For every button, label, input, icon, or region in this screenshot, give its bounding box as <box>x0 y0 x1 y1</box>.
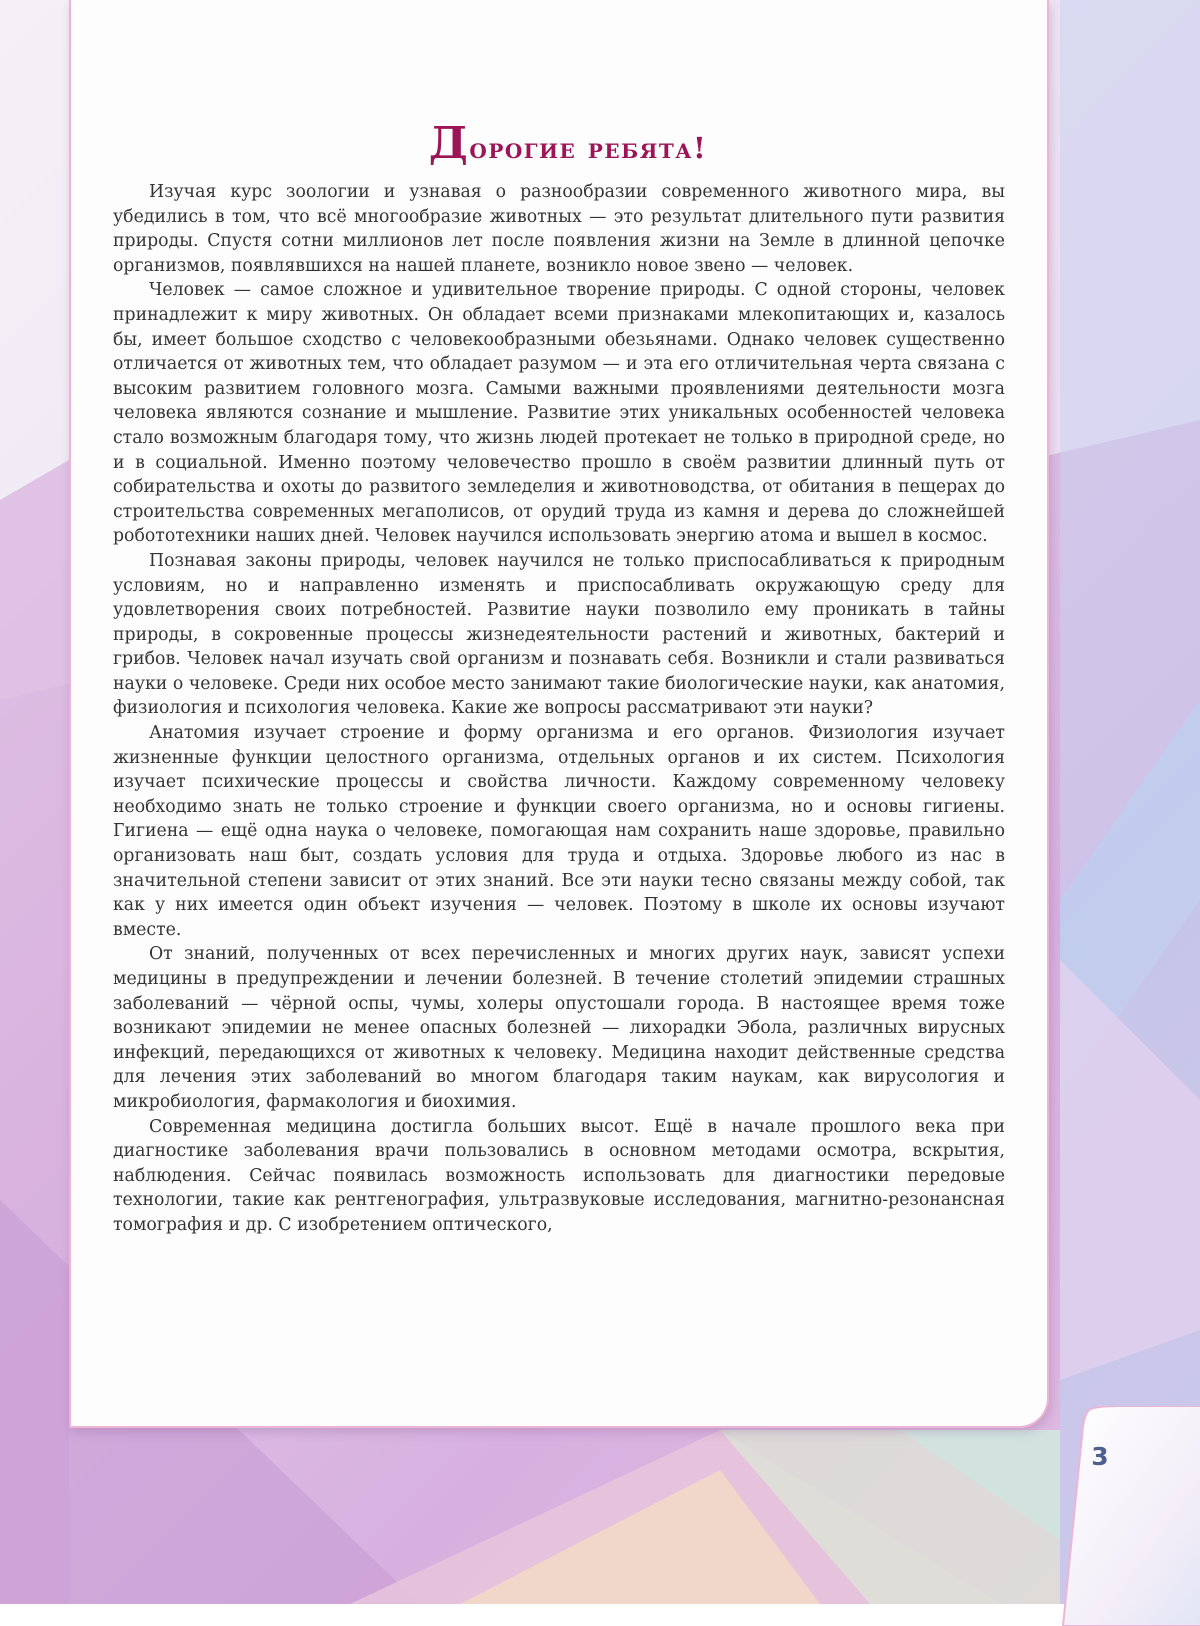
page-title: Дорогие ребята! <box>428 118 708 169</box>
paragraph: Современная медицина достигла больших высот. Ещё в начале прошлого века при диагностике заболевания врачи пользовались в основном методами осмотра, вскрытия, наблюдения. Сейчас появилась возможность использовать для диагностики передовые технологии, такие как рентгенография, ультразвуковые исследования, магнитно-резонансная томография и др. С изобретением оптического, <box>113 1116 1005 1235</box>
body-text <box>113 180 1005 1238</box>
page-number-tab <box>1059 1406 1200 1626</box>
paragraph: Человек — самое сложное и удивительное творение природы. С одной стороны, человек принадлежит к миру животных. Он обладает всеми признаками млекопитающих и, казалось бы, имеет большое сходство с человекообразными обезьянами. Однако человек существенно отличается от животных тем, что обладает разумом — и эта его отличительная черта связана с высоким развитием головного мозга. Самыми важными проявлениями деятельности мозга человека являются сознание и мышление. Развитие этих уникальных особенностей человека стало возможным благодаря тому, что жизнь людей протекает не только в природной среде, но и в социальной. Именно поэтому человечество прошло в своём развитии длинный путь от собирательства и охоты до развитого земледелия и животноводства, от обитания в пещерах до строительства современных мегаполисов, от орудий труда из камня и дерева до сложнейшей робототехники наших дней. Человек научился использовать энергию атома и вышел в космос. <box>113 280 1005 547</box>
paragraph: Познавая законы природы, человек научился не только приспосабливаться к природным условиям, но и направленно изменять и приспосабливать окружающую среду для удовлетворения своих потребностей. Развитие науки позволило ему проникать в тайны природы, в сокровенные процессы жизнедеятельности растений и животных, бактерий и грибов. Человек начал изучать свой организм и познавать себя. Возникли и стали развиваться науки о человеке. Среди них особое место занимают такие биологические науки, как анатомия, физиология и психология человека. Какие же вопросы рассматривают эти науки? <box>113 550 1005 719</box>
paragraph: Анатомия изучает строение и форму организма и его органов. Физиология изучает жизненные функции целостного организма, отдельных органов и их систем. Психология изучает психические процессы и свойства личности. Каждому современному человеку необходимо знать не только строение и функции своего организма, но и основы гигиены. Гигиена — ещё одна наука о человеке, помогающая нам сохранить наше здоровье, правильно организовать наш быт, создать условия для труда и отдыха. Здоровье любого из нас в значительной степени зависит от этих знаний. Все эти науки тесно связаны между собой, так как у них имеется один объект изучения — человек. Поэтому в школе их основы изучают вместе. <box>113 723 1005 940</box>
paragraph: От знаний, полученных от всех перечисленных и многих других наук, зависят успехи медицины в предупреждении и лечении болезней. В течение столетий эпидемии страшных заболеваний — чёрной оспы, чумы, холеры опустошали города. В настоящее время тоже возникают эпидемии не менее опасных болезней — лихорадки Эбола, различных вирусных инфекций, передающихся от животных к человеку. Медицина находит действенные средства для лечения этих заболеваний во многом благодаря таким наукам, как вирусология и микробиология, фармакология и биохимия. <box>113 944 1005 1112</box>
paragraph: Изучая курс зоологии и узнавая о разнообразии современного животного мира, вы убедились в том, что всё многообразие животных — это результат длительного пути развития природы. Спустя сотни миллионов лет после появления жизни на Земле в длинной цепочке организмов, появлявшихся на нашей планете, возникло новое звено — человек. <box>113 182 1005 276</box>
page-number: 3 <box>1091 1442 1109 1471</box>
